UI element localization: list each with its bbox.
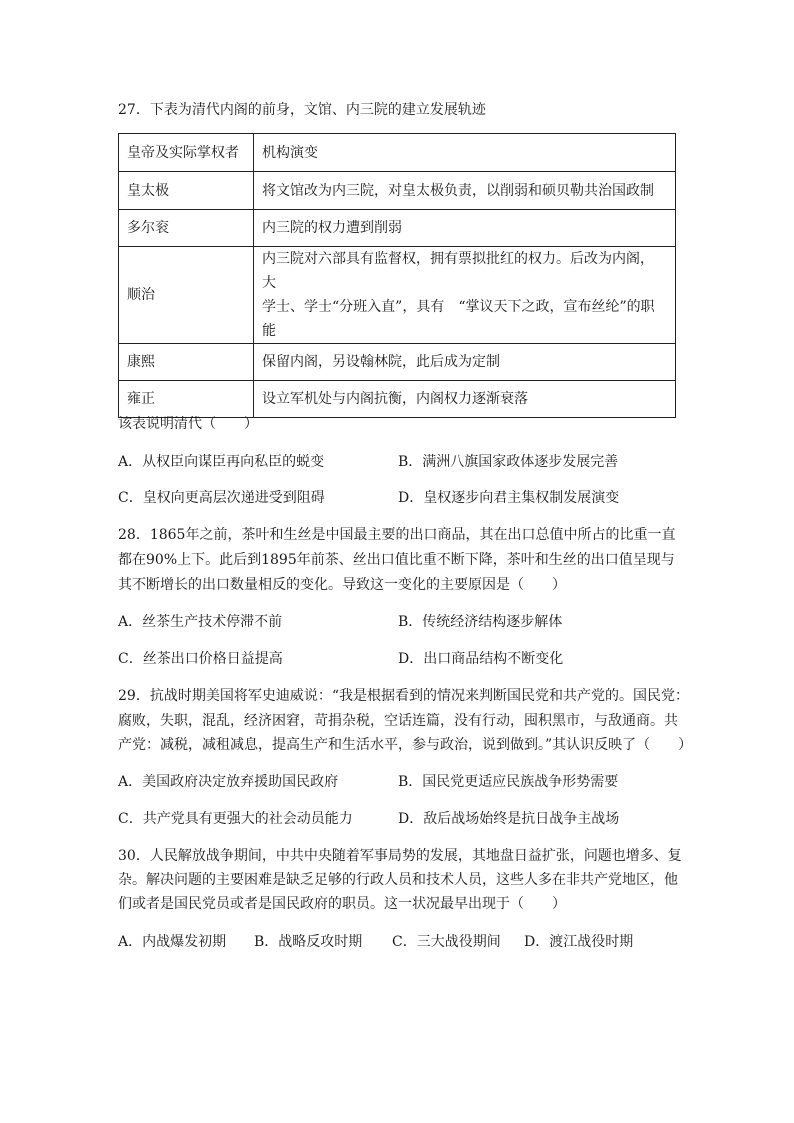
table-row: [119, 381, 676, 418]
table-cell-change-line: 能: [262, 323, 276, 339]
table-cell-change: 内三院的权力遭到削弱: [254, 210, 676, 247]
q29-option-c[interactable]: C．共产党具有更强大的社会动员能力: [118, 811, 353, 827]
q30-option-b[interactable]: B．战略反攻时期: [254, 934, 363, 950]
q29-options-row-2: [118, 809, 678, 829]
table-cell-ruler: 皇太极: [119, 172, 254, 210]
table-cell-change: 将文馆改为内三院，对皇太极负责，以削弱和硕贝勒共治国政制: [254, 172, 676, 210]
table-cell-ruler: 顺治: [119, 247, 254, 344]
q27-stem: 27．下表为清代内阁的前身，文馆、内三院的建立发展轨迹: [118, 102, 486, 118]
q27-options-row-2: [118, 488, 678, 508]
q30-stem-line: 杂。解决问题的主要困难是缺乏足够的行政人员和技术人员，这些人多在非共产党地区，他: [118, 872, 678, 888]
q27-option-c[interactable]: C．皇权向更高层次递进受到阻碍: [118, 490, 325, 506]
table-cell-change: 设立军机处与内阁抗衡，内阁权力逐渐衰落: [254, 381, 676, 418]
q28-options-row-2: [118, 649, 678, 669]
q29-option-a[interactable]: A．美国政府决定放弃援助国民政府: [118, 774, 339, 790]
q30-option-c[interactable]: C．三大战役期间: [392, 934, 501, 950]
table-cell-ruler: 康熙: [119, 344, 254, 381]
q27-question: 该表说明清代（ ）: [118, 416, 258, 432]
q28-option-c[interactable]: C．丝茶出口价格日益提高: [118, 651, 283, 667]
q27-options-row-1: [118, 452, 678, 472]
table-row: [119, 210, 676, 247]
table-row: [119, 344, 676, 381]
q28-stem-line: 其不断增长的出口数量相反的变化。导致这一变化的主要原因是（ ）: [118, 577, 566, 593]
q28-option-d[interactable]: D．出口商品结构不断变化: [398, 651, 564, 667]
q30-option-a[interactable]: A．内战爆发初期: [118, 934, 227, 950]
table-cell-change: 保留内阁，另设翰林院，此后成为定制: [254, 344, 676, 381]
q29-options-row-1: [118, 772, 678, 792]
q30-stem-line: 30．人民解放战争期间，中共中央随着军事局势的发展，其地盘日益扩张，问题也增多、复: [118, 848, 682, 864]
table-row: [119, 247, 676, 344]
q30-options-row: [118, 932, 678, 952]
q30-stem-line: 们或者是国民党员或者是国民政府的职员。这一状况最早出现于（ ）: [118, 896, 566, 912]
table-header-change: 机构演变: [254, 134, 676, 172]
table-header-row: [119, 134, 676, 172]
q27-option-d[interactable]: D．皇权逐步向君主集权制发展演变: [398, 490, 620, 506]
q28-options-row-1: [118, 612, 678, 632]
table-cell-change: [254, 247, 676, 344]
table-cell-ruler: 雍正: [119, 381, 254, 418]
table-header-ruler: 皇帝及实际掌权者: [119, 134, 254, 172]
q27-option-a[interactable]: A．从权臣向谋臣再向私臣的蜕变: [118, 454, 325, 470]
q29-stem-line: 腐败，失职，混乱，经济困窘，苛捐杂税，空话连篇，没有行动，囤积黑市，与敌通商。共: [118, 713, 678, 729]
table-cell-change-line: 内三院对六部具有监督权，拥有票拟批红的权力。后改为内阁，大: [262, 251, 654, 291]
table-row: [119, 172, 676, 210]
q28-stem-line: 28．1865年之前，茶叶和生丝是中国最主要的出口商品，其在出口总值中所占的比重一直: [118, 527, 676, 543]
q29-option-d[interactable]: D．敌后战场始终是抗日战争主战场: [398, 811, 620, 827]
table-cell-change-line: 学士、学士“分班入直”，具有 “掌议天下之政，宣布丝纶”的职: [262, 299, 655, 315]
q29-stem-line: 产党：减税，减租减息，提高生产和生活水平，参与政治，说到做到。”其认识反映了（ ）: [118, 737, 693, 753]
table-cell-ruler: 多尔衮: [119, 210, 254, 247]
q28-option-b[interactable]: B．传统经济结构逐步解体: [398, 614, 563, 630]
q28-option-a[interactable]: A．丝茶生产技术停滞不前: [118, 614, 283, 630]
q27-table: [118, 133, 676, 418]
q29-stem-line: 29．抗战时期美国将军史迪威说：“我是根据看到的情况来判断国民党和共产党的。国民党：: [118, 688, 689, 704]
q27-option-b[interactable]: B．满洲八旗国家政体逐步发展完善: [398, 454, 619, 470]
q28-stem-line: 都在90%上下。此后到1895年前茶、丝出口值比重不断下降，茶叶和生丝的出口值呈现与: [118, 552, 675, 568]
q30-option-d[interactable]: D．渡江战役时期: [524, 934, 634, 950]
q29-option-b[interactable]: B．国民党更适应民族战争形势需要: [398, 774, 619, 790]
